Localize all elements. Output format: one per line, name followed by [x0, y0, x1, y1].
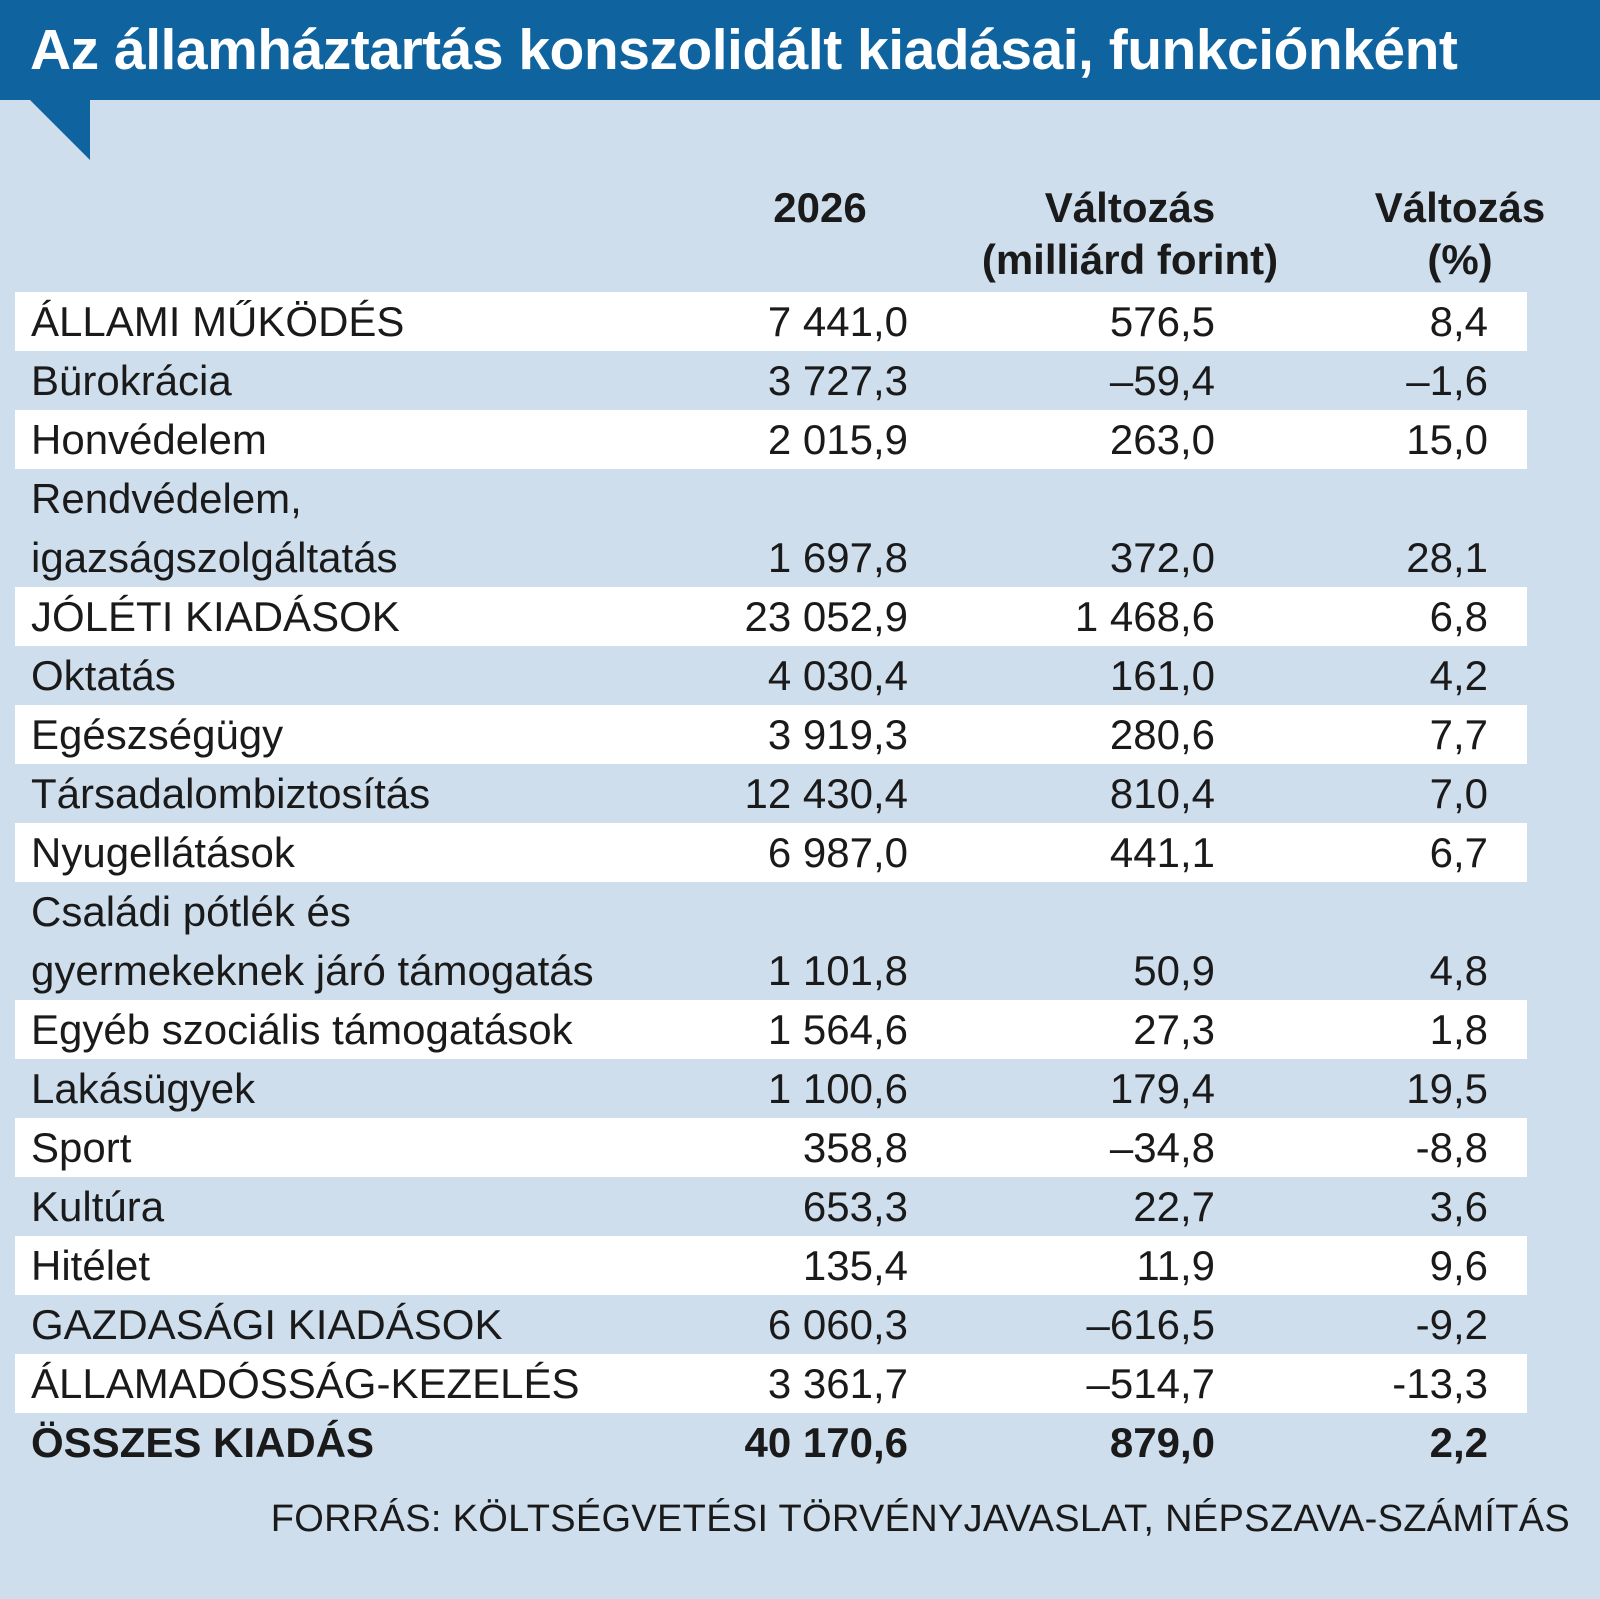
value-change-billion: –514,7 — [1086, 1360, 1215, 1407]
row-label — [31, 1236, 150, 1295]
value-change-billion: –34,8 — [1109, 1124, 1215, 1171]
table-row — [15, 1354, 1527, 1413]
value-change-billion: 22,7 — [1133, 1183, 1215, 1230]
row-label-line: JÓLÉTI KIADÁSOK — [31, 593, 400, 640]
value-change-billion: 441,1 — [1109, 829, 1215, 876]
value-2026: 4 030,4 — [767, 652, 908, 699]
row-label-line: ÁLLAMI MŰKÖDÉS — [31, 298, 405, 345]
value-2026: 1 100,6 — [767, 1065, 908, 1112]
value-change-percent: 15,0 — [1406, 416, 1488, 463]
value-change-billion: 372,0 — [1109, 534, 1215, 581]
row-label-line: Hitélet — [31, 1242, 151, 1289]
value-change-percent: 6,8 — [1429, 593, 1488, 640]
value-change-percent: 9,6 — [1429, 1242, 1488, 1289]
row-label — [31, 705, 283, 764]
value-change-percent: -13,3 — [1392, 1360, 1488, 1407]
value-2026: 3 919,3 — [767, 711, 908, 758]
table-row — [15, 351, 1527, 410]
row-label — [31, 646, 176, 705]
row-label — [31, 882, 594, 1000]
value-change-billion: 50,9 — [1133, 947, 1215, 994]
row-label-line: Lakásügyek — [31, 1065, 256, 1112]
row-label — [31, 823, 295, 882]
value-change-billion: 179,4 — [1109, 1065, 1215, 1112]
value-change-billion: 27,3 — [1133, 1006, 1215, 1053]
source-note: FORRÁS: KÖLTSÉGVETÉSI TÖRVÉNYJAVASLAT, NÉPSZAVA-SZÁMÍTÁS — [270, 1498, 1570, 1540]
page-title: Az államháztartás konszolidált kiadásai, funkciónként — [30, 18, 1458, 82]
column-header-change-percent: Változás (%) — [1374, 184, 1546, 283]
table-row — [15, 1059, 1527, 1118]
value-change-billion: 1 468,6 — [1074, 593, 1215, 640]
row-label-line: Társadalombiztosítás — [31, 770, 431, 817]
row-label-line: Nyugellátások — [31, 829, 295, 876]
row-label — [31, 1059, 255, 1118]
value-change-billion: –59,4 — [1109, 357, 1215, 404]
value-2026: 40 170,6 — [744, 1419, 908, 1466]
row-label-line: Bürokrácia — [31, 357, 232, 404]
column-header-2026: 2026 — [773, 184, 867, 231]
table-row — [15, 1000, 1527, 1059]
value-change-percent: 3,6 — [1429, 1183, 1488, 1230]
value-change-percent: -9,2 — [1415, 1301, 1488, 1348]
value-change-percent: -8,8 — [1415, 1124, 1488, 1171]
value-2026: 3 361,7 — [767, 1360, 908, 1407]
value-change-percent: 2,2 — [1429, 1419, 1488, 1466]
table-row — [15, 705, 1527, 764]
value-change-percent: 8,4 — [1429, 298, 1488, 345]
row-label-line: Sport — [31, 1124, 132, 1171]
table-row — [15, 646, 1527, 705]
row-label-line: Családi pótlék és — [31, 888, 351, 935]
row-label — [31, 410, 267, 469]
value-change-billion: 263,0 — [1109, 416, 1215, 463]
row-label-line: ÖSSZES KIADÁS — [31, 1419, 375, 1466]
value-2026: 1 697,8 — [767, 534, 908, 581]
value-2026: 7 441,0 — [767, 298, 908, 345]
row-label-line: Kultúra — [31, 1183, 165, 1230]
value-2026: 3 727,3 — [767, 357, 908, 404]
row-label — [31, 1295, 502, 1354]
row-label — [31, 587, 400, 646]
row-label-line: GAZDASÁGI KIADÁSOK — [31, 1301, 503, 1348]
row-label — [31, 469, 398, 587]
table-row — [15, 764, 1527, 823]
row-label — [31, 1354, 580, 1413]
row-label-line: Rendvédelem, — [31, 475, 302, 522]
table-row — [15, 1177, 1527, 1236]
value-2026: 1 564,6 — [767, 1006, 908, 1053]
row-label — [31, 1118, 131, 1177]
row-label — [31, 764, 430, 823]
value-change-billion: 280,6 — [1109, 711, 1215, 758]
value-change-percent: 19,5 — [1406, 1065, 1488, 1112]
row-label-line: Egyéb szociális támogatások — [31, 1006, 573, 1053]
value-2026: 135,4 — [802, 1242, 908, 1289]
row-label-line: ÁLLAMADÓSSÁG-KEZELÉS — [31, 1360, 580, 1407]
value-2026: 23 052,9 — [744, 593, 908, 640]
value-2026: 653,3 — [802, 1183, 908, 1230]
value-change-percent: 1,8 — [1429, 1006, 1488, 1053]
value-2026: 12 430,4 — [744, 770, 908, 817]
value-change-percent: 7,7 — [1429, 711, 1488, 758]
row-label-line: igazságszolgáltatás — [31, 534, 398, 581]
row-label — [31, 292, 404, 351]
table-row — [15, 1236, 1527, 1295]
table-row — [15, 587, 1527, 646]
table-row — [15, 292, 1527, 351]
row-label — [31, 1413, 374, 1472]
row-label-line: Egészségügy — [31, 711, 284, 758]
value-change-billion: 576,5 — [1109, 298, 1215, 345]
value-change-percent: 4,8 — [1429, 947, 1488, 994]
table-row — [15, 469, 1527, 587]
value-change-billion: 161,0 — [1109, 652, 1215, 699]
value-change-billion: 879,0 — [1109, 1419, 1215, 1466]
value-2026: 6 987,0 — [767, 829, 908, 876]
row-label-line: Oktatás — [31, 652, 176, 699]
value-change-percent: 28,1 — [1406, 534, 1488, 581]
row-label — [31, 1177, 164, 1236]
value-change-percent: 7,0 — [1429, 770, 1488, 817]
table-row — [15, 1118, 1527, 1177]
table-row — [15, 1413, 1527, 1472]
value-2026: 358,8 — [802, 1124, 908, 1171]
value-2026: 6 060,3 — [767, 1301, 908, 1348]
row-label-line: gyermekeknek járó támogatás — [31, 947, 594, 994]
row-label — [31, 1000, 573, 1059]
value-change-billion: 810,4 — [1109, 770, 1215, 817]
value-change-billion: 11,9 — [1136, 1242, 1215, 1289]
table-row — [15, 1295, 1527, 1354]
value-2026: 2 015,9 — [767, 416, 908, 463]
value-change-billion: –616,5 — [1086, 1301, 1215, 1348]
table-row — [15, 410, 1527, 469]
value-change-percent: –1,6 — [1406, 357, 1488, 404]
row-label-line: Honvédelem — [31, 416, 267, 463]
table-row — [15, 823, 1527, 882]
row-label — [31, 351, 232, 410]
value-change-percent: 6,7 — [1429, 829, 1488, 876]
column-header-change-billion-huf: Változás (milliárd forint) — [981, 184, 1279, 283]
table-row — [15, 882, 1527, 1000]
value-change-percent: 4,2 — [1429, 652, 1488, 699]
value-2026: 1 101,8 — [767, 947, 908, 994]
